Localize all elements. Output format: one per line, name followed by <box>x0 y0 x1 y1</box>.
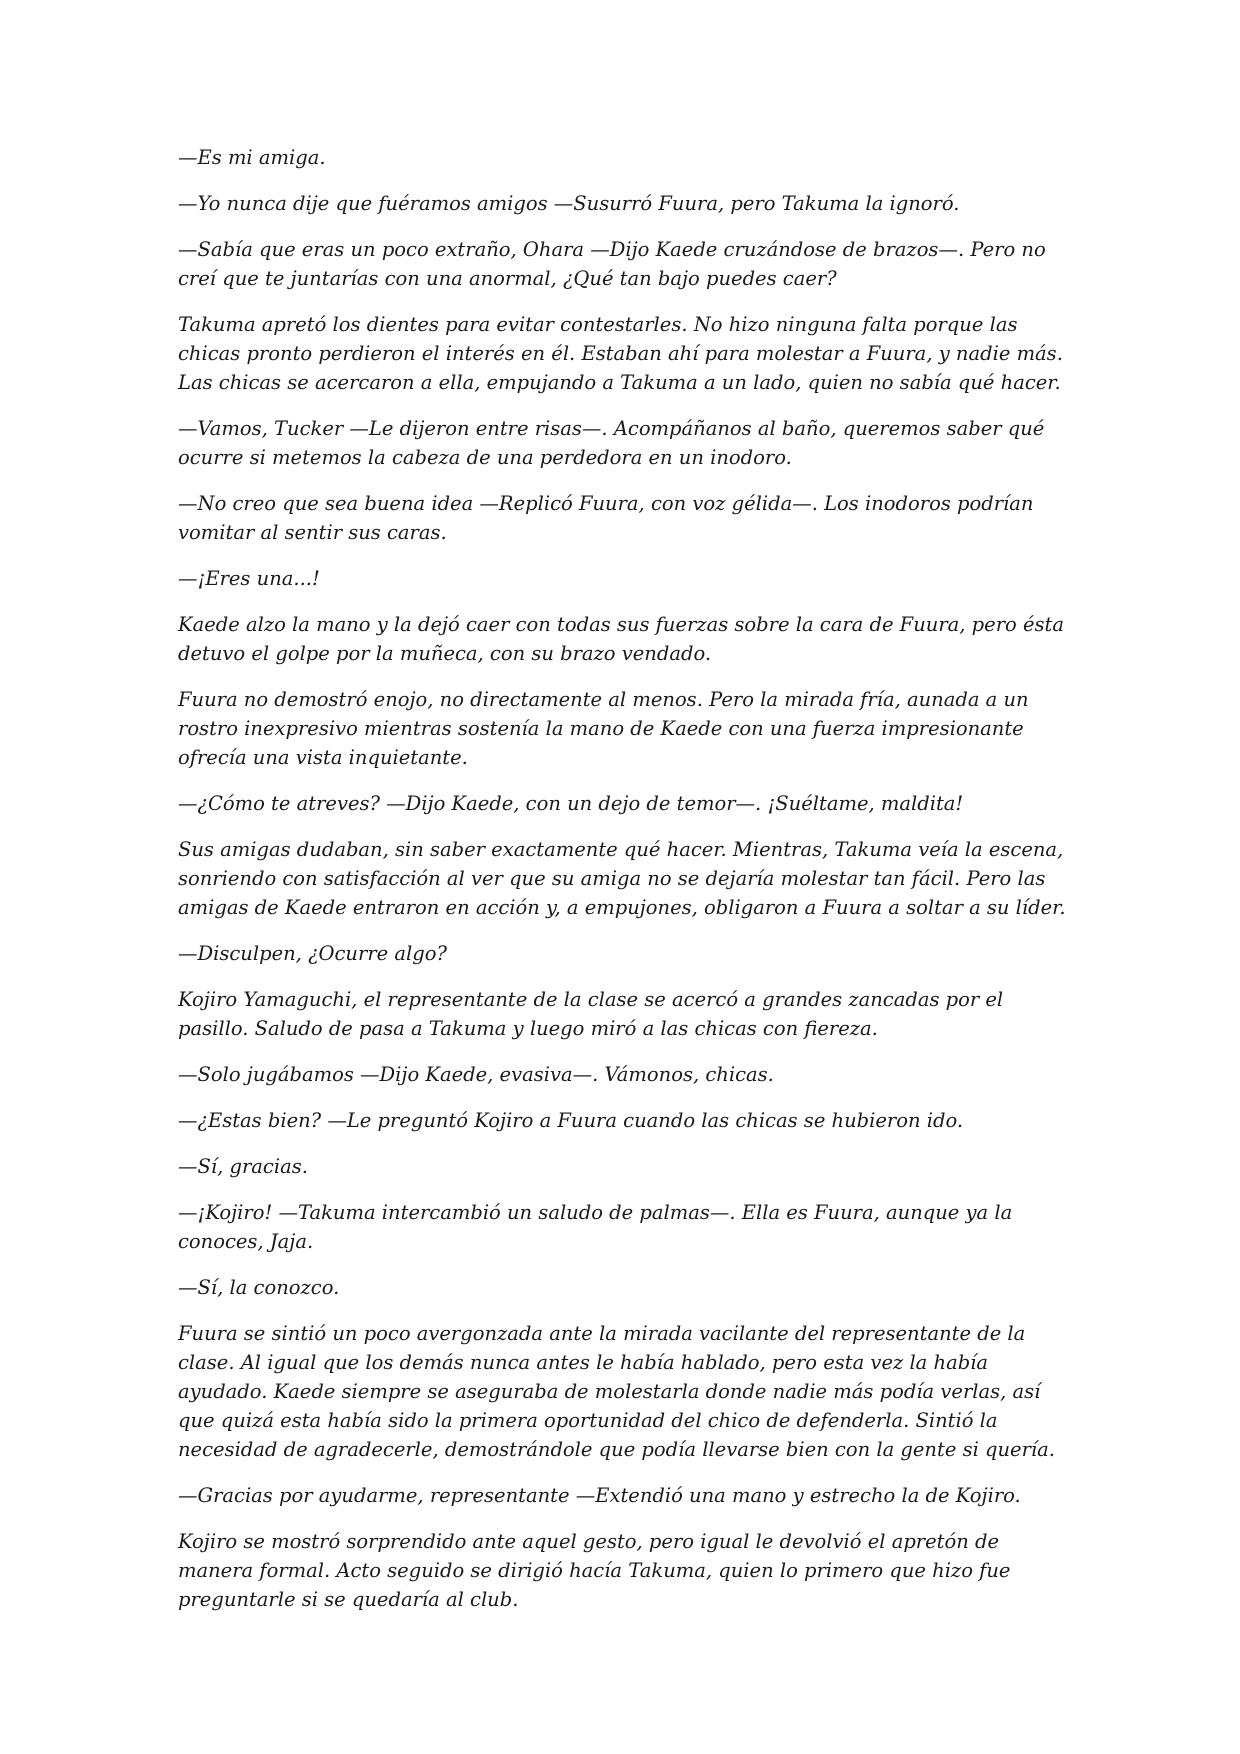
paragraph: —No creo que sea buena idea —Replicó Fuura, con voz gélida—. Los inodoros podrían vomitar al sentir sus caras. <box>178 492 1034 544</box>
paragraph: —Es mi amiga. <box>178 146 326 169</box>
paragraph: —¡Eres una...! <box>178 567 320 590</box>
paragraph: —Vamos, Tucker —Le dijeron entre risas—. Acompáñanos al baño, queremos saber qué ocurre si metemos la cabeza de una perdedora en un inodoro. <box>178 417 1045 469</box>
paragraph: —Disculpen, ¿Ocurre algo? <box>178 942 447 965</box>
paragraph: —Sí, la conozco. <box>178 1276 340 1299</box>
paragraph: —¡Kojiro! —Takuma intercambió un saludo de palmas—. Ella es Fuura, aunque ya la conoces, Jaja. <box>178 1201 1013 1253</box>
paragraph: —Gracias por ayudarme, representante —Extendió una mano y estrecho la de Kojiro. <box>178 1484 1021 1507</box>
paragraph: Kaede alzo la mano y la dejó caer con todas sus fuerzas sobre la cara de Fuura, pero ésta detuvo el golpe por la muñeca, con su brazo vendado. <box>178 613 1064 665</box>
paragraph: Takuma apretó los dientes para evitar contestarles. No hizo ninguna falta porque las chicas pronto perdieron el interés en él. Estaban ahí para molestar a Fuura, y nadie más. Las chicas se acercaron a ella, empujando a Takuma a un lado, quien no sabía qué hacer. <box>178 313 1063 394</box>
paragraph: —¿Cómo te atreves? —Dijo Kaede, con un dejo de temor—. ¡Suéltame, maldita! <box>178 792 964 815</box>
paragraph: Fuura se sintió un poco avergonzada ante la mirada vacilante del representante de la clase. Al igual que los demás nunca antes le había hablado, pero esta vez la había ayudado. Kaede siempre se aseguraba de molestarla donde nadie más podía verlas, así que quizá esta había sido la primera oportunidad del chico de defenderla. Sintió la necesidad de agradecerle, demostrándole que podía llevarse bien con la gente si quería. <box>178 1322 1055 1461</box>
paragraph: —Sabía que eras un poco extraño, Ohara —Dijo Kaede cruzándose de brazos—. Pero no creí que te juntarías con una anormal, ¿Qué tan bajo puedes caer? <box>178 238 1046 290</box>
paragraph: Fuura no demostró enojo, no directamente al menos. Pero la mirada fría, aunada a un rostro inexpresivo mientras sostenía la mano de Kaede con una fuerza impresionante ofrecía una vista inquietante. <box>178 688 1029 769</box>
paragraph: Sus amigas dudaban, sin saber exactamente qué hacer. Mientras, Takuma veía la escena, sonriendo con satisfacción al ver que su amiga no se dejaría molestar tan fácil. Pero las amigas de Kaede entraron en acción y, a empujones, obligaron a Fuura a soltar a su líder. <box>178 838 1066 919</box>
paragraph: —Sí, gracias. <box>178 1155 308 1178</box>
paragraph: —¿Estas bien? —Le preguntó Kojiro a Fuura cuando las chicas se hubieron ido. <box>178 1109 964 1132</box>
document-page <box>178 143 1068 1631</box>
paragraph: Kojiro Yamaguchi, el representante de la clase se acercó a grandes zancadas por el pasillo. Saludo de pasa a Takuma y luego miró a las chicas con fiereza. <box>178 988 1004 1040</box>
paragraph: Kojiro se mostró sorprendido ante aquel gesto, pero igual le devolvió el apretón de manera formal. Acto seguido se dirigió hacía Takuma, quien lo primero que hizo fue preguntarle si se quedaría al club. <box>178 1530 1011 1611</box>
paragraph: —Yo nunca dije que fuéramos amigos —Susurró Fuura, pero Takuma la ignoró. <box>178 192 960 215</box>
paragraph: —Solo jugábamos —Dijo Kaede, evasiva—. Vámonos, chicas. <box>178 1063 774 1086</box>
